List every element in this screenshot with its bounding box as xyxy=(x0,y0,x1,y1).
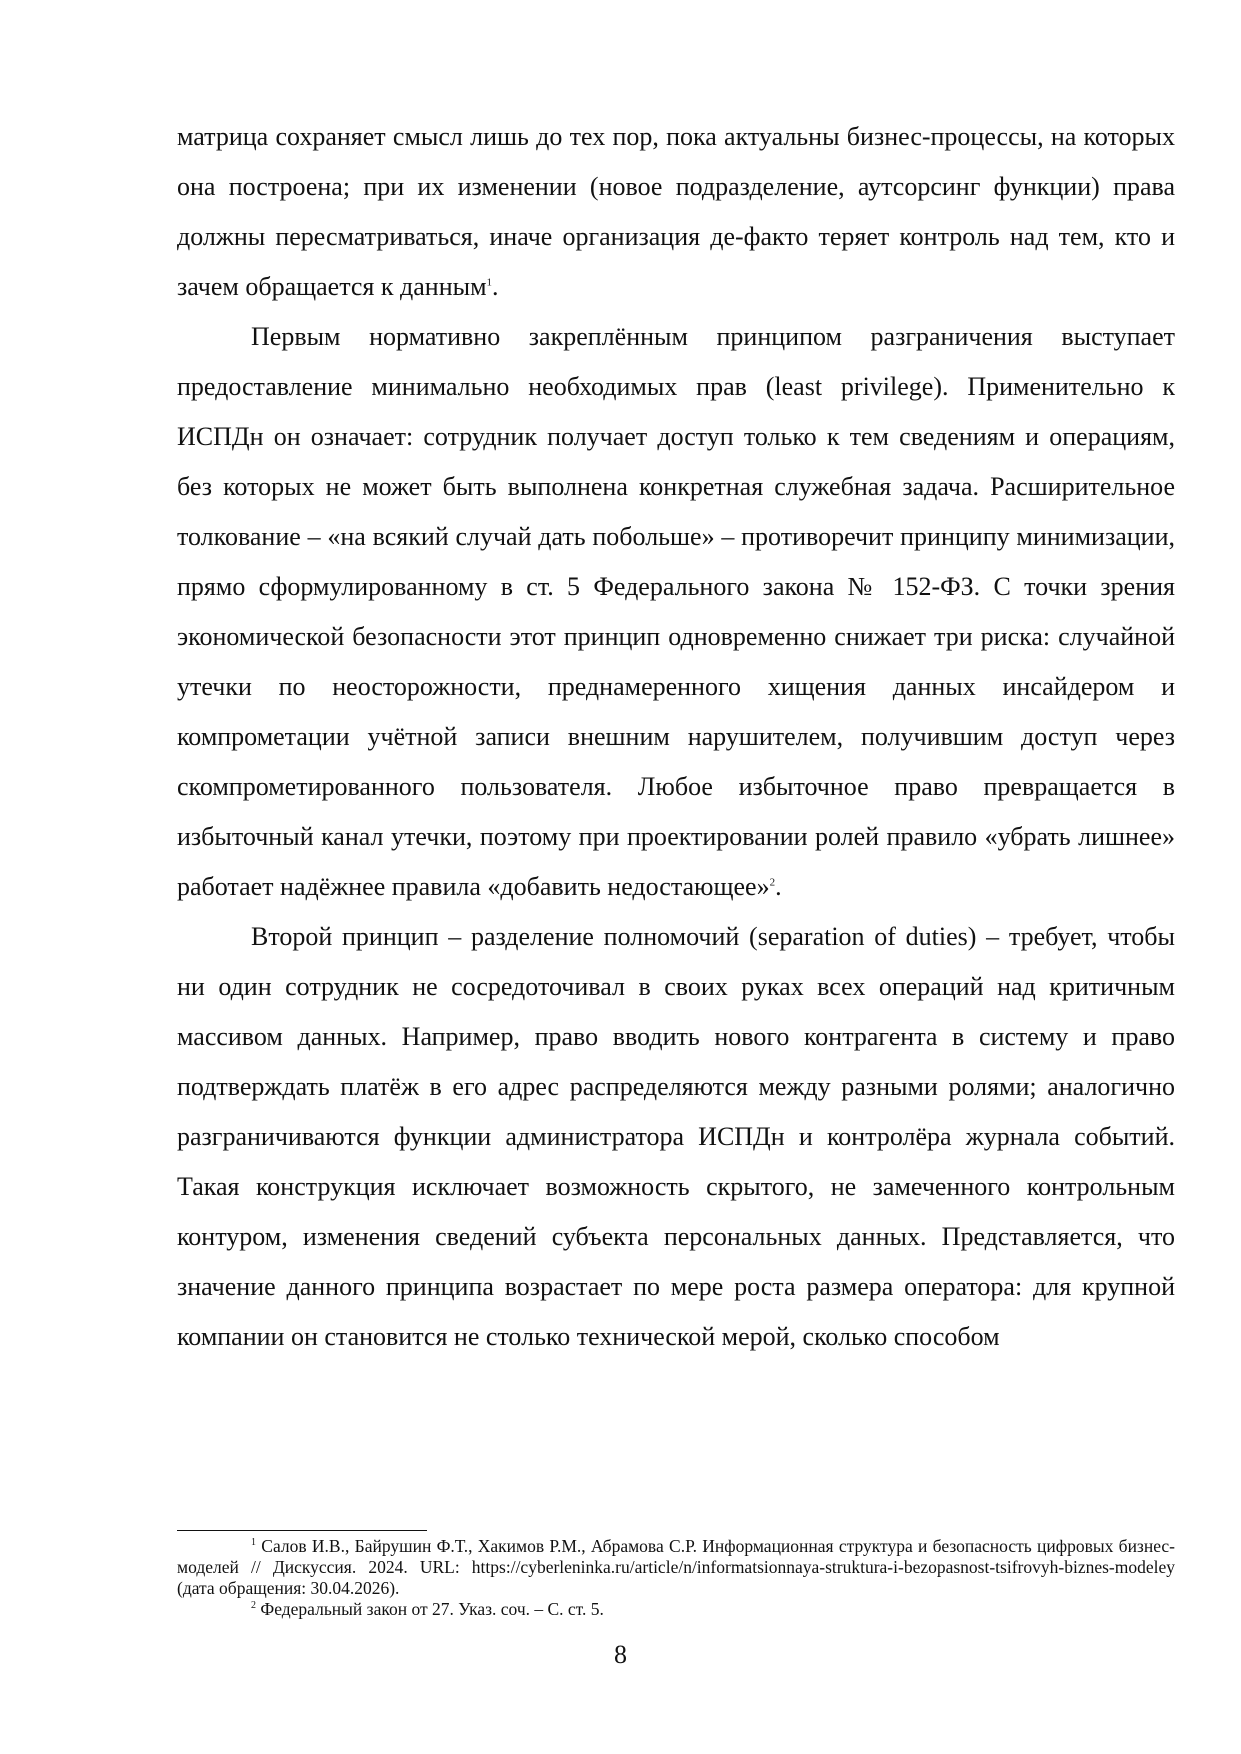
body-text xyxy=(177,112,1175,1362)
paragraph-2-text: Первым нормативно закреплённым принципом разграничения выступает предоставление минимально необходимых прав (least privilege). Применительно к ИСПДн он означает: сотрудник получает доступ только к тем сведениям и операциям, без которых не может быть выполнена конкретная служебная задача. Расширительное толкование – «на всякий случай дать побольше» – противоречит принципу минимизации, прямо сформулированному в ст. 5 Федерального закона № 152-ФЗ. С точки зрения экономической безопасности этот принцип одновременно снижает три риска: случайной утечки по неосторожности, преднамеренного хищения данных инсайдером и компрометации учётной записи внешним нарушителем, получившим доступ через скомпрометированного пользователя. Любое избыточное право превращается в избыточный канал утечки, поэтому при проектировании ролей правило «убрать лишнее» работает надёжнее правила «добавить недостающее» xyxy=(177,322,1175,901)
paragraph-3 xyxy=(177,912,1175,1362)
paragraph-2-end: . xyxy=(775,872,782,901)
footnotes xyxy=(177,1536,1175,1620)
footnote-ref-1[interactable]: 1 xyxy=(486,276,493,289)
footnote-mark-1: 1 xyxy=(251,1537,256,1549)
page-number: 8 xyxy=(614,1640,627,1669)
footnote-1 xyxy=(177,1536,1175,1599)
paragraph-1 xyxy=(177,112,1175,312)
paragraph-1-end: . xyxy=(492,272,499,301)
paragraph-1-text: матрица сохраняет смысл лишь до тех пор, пока актуальны бизнес-процессы, на которых она построена; при их изменении (новое подразделение, аутсорсинг функции) права должны пересматриваться, иначе организация де-факто теряет контроль над тем, кто и зачем обращается к данным xyxy=(177,122,1175,301)
paragraph-2 xyxy=(177,312,1175,912)
paragraph-3-text: Второй принцип – разделение полномочий (separation of duties) – требует, чтобы ни один сотрудник не сосредоточивал в своих руках всех операций над критичным массивом данных. Например, право вводить нового контрагента в систему и право подтверждать платёж в его адрес распределяются между разными ролями; аналогично разграничиваются функции администратора ИСПДн и контролёра журнала событий. Такая конструкция исключает возможность скрытого, не замеченного контрольным контуром, изменения сведений субъекта персональных данных. Представляется, что значение данного принципа возрастает по мере роста размера оператора: для крупной компании он становится не столько технической мерой, сколько способом xyxy=(177,922,1175,1351)
footnote-2 xyxy=(177,1599,1175,1620)
footnote-2-text: Федеральный закон от 27. Указ. соч. – С. ст. 5. xyxy=(260,1599,604,1619)
footnote-1-text: Салов И.В., Байрушин Ф.Т., Хакимов Р.М., Абрамова С.Р. Информационная структура и безопасность цифровых бизнес-моделей // Дискуссия. 2024. URL: https://cyberleninka.ru/article/n/informatsionnaya-struktura-i-bezopasnost-tsifrovyh-biznes-modeley (дата обращения: 30.04.2026). xyxy=(177,1536,1176,1598)
footnote-mark-2: 2 xyxy=(251,1600,256,1612)
footnote-separator xyxy=(177,1530,427,1531)
footnote-ref-2[interactable]: 2 xyxy=(769,876,776,889)
